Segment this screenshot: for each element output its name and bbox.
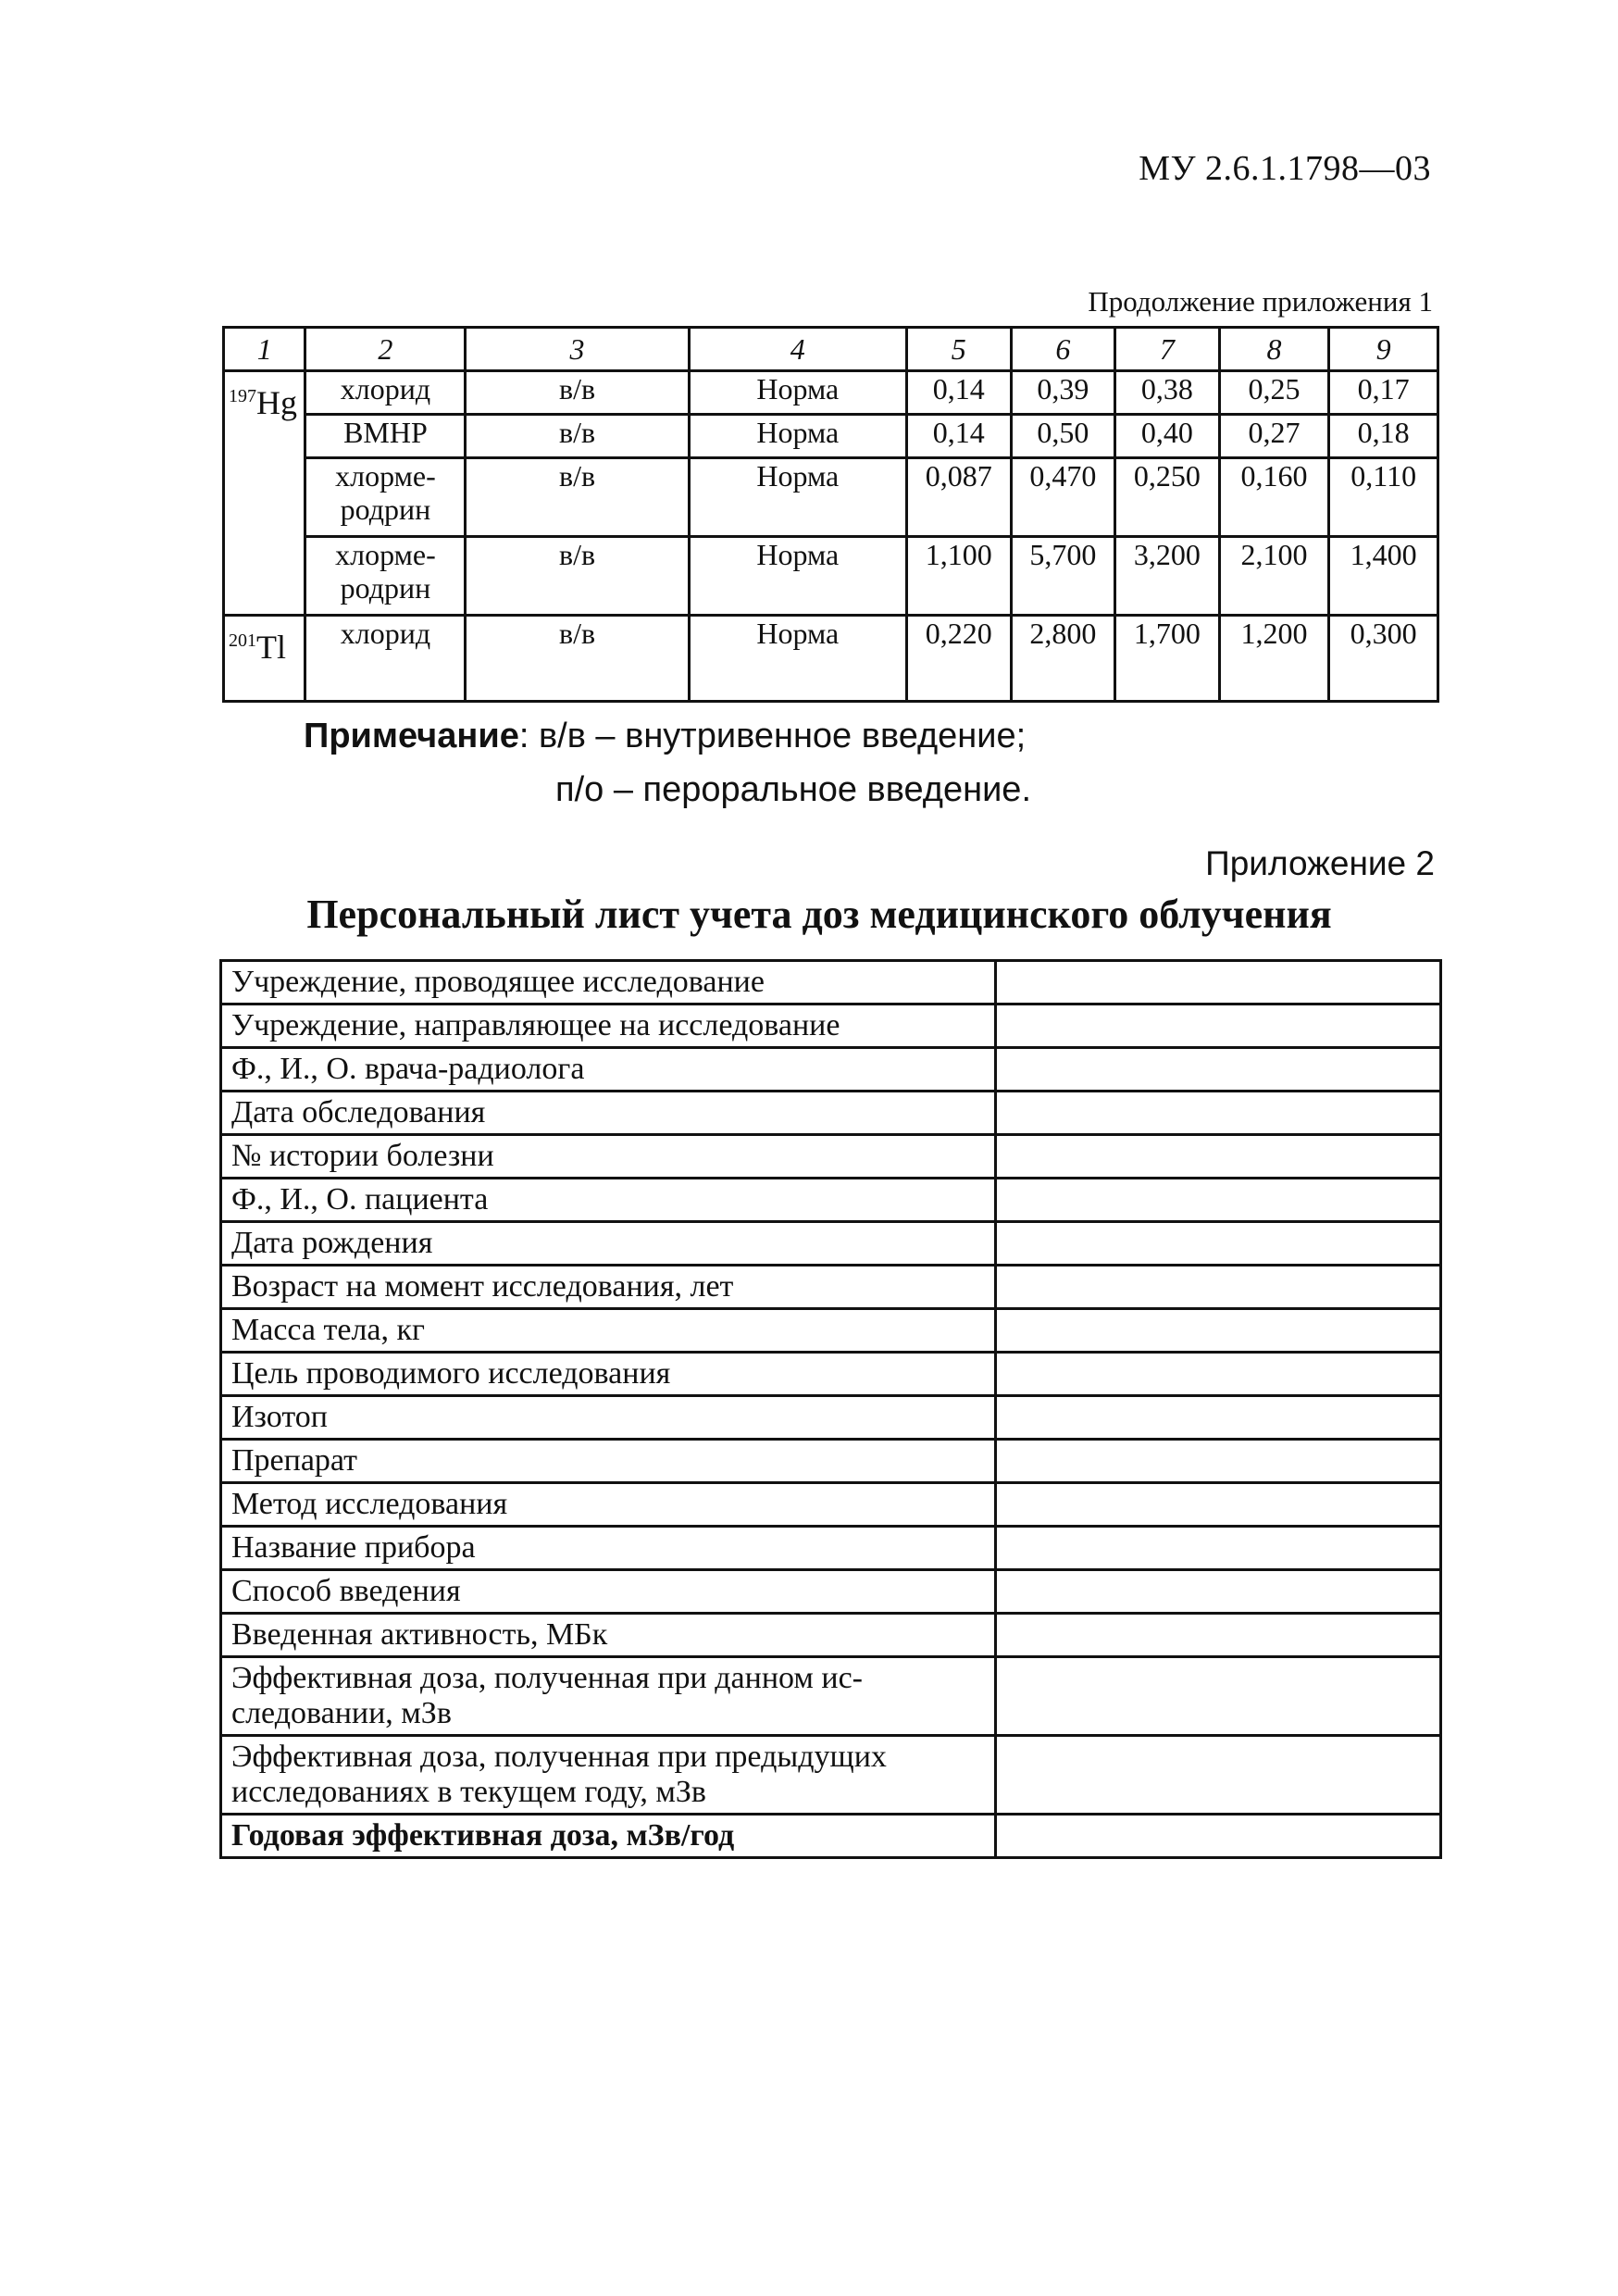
route-cell: в/в: [466, 371, 689, 415]
form-row: [221, 1135, 1441, 1179]
value-cell: 0,300: [1329, 616, 1438, 702]
form-field-input[interactable]: [996, 1736, 1441, 1815]
note-line: п/о – пероральное введение.: [555, 770, 1032, 809]
table-row: [224, 458, 1438, 537]
form-field-input[interactable]: [996, 1092, 1441, 1135]
compound-line: родрин: [340, 493, 431, 526]
form-row: [221, 1483, 1441, 1527]
form-row: [221, 961, 1441, 1004]
column-header: 6: [1011, 328, 1115, 371]
status-cell: Норма: [689, 537, 906, 616]
route-cell: в/в: [466, 415, 689, 458]
form-field-input[interactable]: [996, 1527, 1441, 1570]
value-cell: 0,110: [1329, 458, 1438, 537]
note-label: Примечание: [304, 717, 519, 755]
value-cell: 0,17: [1329, 371, 1438, 415]
table-row: [224, 537, 1438, 616]
value-cell: 1,400: [1329, 537, 1438, 616]
form-field-label: Препарат: [221, 1440, 996, 1483]
appendix-label: Приложение 2: [1205, 844, 1435, 882]
form-title: Персональный лист учета доз медицинского облучения: [306, 892, 1332, 937]
form-field-input[interactable]: [996, 1657, 1441, 1736]
value-cell: 0,160: [1219, 458, 1329, 537]
compound-cell: [305, 458, 466, 537]
form-row: [221, 1657, 1441, 1736]
form-field-label: Изотоп: [221, 1396, 996, 1440]
column-header: 9: [1329, 328, 1438, 371]
value-cell: 0,14: [906, 415, 1011, 458]
document-code: МУ 2.6.1.1798—03: [1139, 149, 1431, 188]
form-field-input[interactable]: [996, 1815, 1441, 1858]
form-row: [221, 1440, 1441, 1483]
form-field-label: Цель проводимого исследования: [221, 1353, 996, 1396]
value-cell: 0,40: [1115, 415, 1220, 458]
compound-cell: хлорид: [305, 616, 466, 702]
form-field-input[interactable]: [996, 1179, 1441, 1222]
isotope-dose-table: [222, 326, 1439, 703]
form-row: [221, 1048, 1441, 1092]
form-row: [221, 1614, 1441, 1657]
form-row: [221, 1309, 1441, 1353]
form-row: [221, 1266, 1441, 1309]
compound-line: хлорме-: [335, 459, 436, 493]
value-cell: 2,800: [1011, 616, 1115, 702]
route-cell: в/в: [466, 537, 689, 616]
column-header: 5: [906, 328, 1011, 371]
form-field-label: Масса тела, кг: [221, 1309, 996, 1353]
form-field-input[interactable]: [996, 1570, 1441, 1614]
compound-line: родрин: [340, 571, 431, 605]
form-row: [221, 1353, 1441, 1396]
form-field-input[interactable]: [996, 1309, 1441, 1353]
form-row: [221, 1179, 1441, 1222]
form-row: [221, 1570, 1441, 1614]
value-cell: 0,18: [1329, 415, 1438, 458]
value-cell: 0,27: [1219, 415, 1329, 458]
note-text: : в/в – внутривенное введение;: [518, 717, 1027, 755]
table-row: [224, 616, 1438, 702]
form-field-label: Годовая эффективная доза, мЗв/год: [221, 1815, 996, 1858]
form-field-label: Название прибора: [221, 1527, 996, 1570]
form-field-label: Дата рождения: [221, 1222, 996, 1266]
form-field-input[interactable]: [996, 1483, 1441, 1527]
form-field-input[interactable]: [996, 1048, 1441, 1092]
form-field-label: Дата обследования: [221, 1092, 996, 1135]
form-field-input[interactable]: [996, 1135, 1441, 1179]
form-field-input[interactable]: [996, 1614, 1441, 1657]
value-cell: 2,100: [1219, 537, 1329, 616]
form-row: [221, 1527, 1441, 1570]
form-field-input[interactable]: [996, 1396, 1441, 1440]
form-field-label: [221, 1657, 996, 1736]
column-header: 7: [1115, 328, 1220, 371]
status-cell: Норма: [689, 616, 906, 702]
value-cell: 0,14: [906, 371, 1011, 415]
form-field-label: [221, 1736, 996, 1815]
value-cell: 0,39: [1011, 371, 1115, 415]
column-header: 8: [1219, 328, 1329, 371]
value-cell: 0,087: [906, 458, 1011, 537]
form-field-label: № истории болезни: [221, 1135, 996, 1179]
table-row: [224, 415, 1438, 458]
form-field-label: Учреждение, направляющее на исследование: [221, 1004, 996, 1048]
form-row: [221, 1004, 1441, 1048]
continuation-caption: Продолжение приложения 1: [1088, 285, 1433, 318]
isotope-cell: [224, 616, 305, 702]
isotope-cell: [224, 371, 305, 616]
value-cell: 1,700: [1115, 616, 1220, 702]
isotope-symbol: Hg: [256, 384, 297, 421]
route-cell: в/в: [466, 458, 689, 537]
column-header: 1: [224, 328, 305, 371]
isotope-mass: 197: [229, 386, 256, 406]
column-header: 4: [689, 328, 906, 371]
form-row: [221, 1396, 1441, 1440]
column-header: 3: [466, 328, 689, 371]
value-cell: 0,470: [1011, 458, 1115, 537]
value-cell: 1,100: [906, 537, 1011, 616]
form-field-label-line: следовании, мЗв: [231, 1696, 452, 1730]
form-field-label-line: Эффективная доза, полученная при предыдущих: [231, 1740, 887, 1774]
value-cell: 0,220: [906, 616, 1011, 702]
form-field-label: Ф., И., О. врача-радиолога: [221, 1048, 996, 1092]
form-field-label: Учреждение, проводящее исследование: [221, 961, 996, 1004]
form-row: [221, 1736, 1441, 1815]
isotope-symbol: Tl: [256, 629, 286, 666]
form-field-label: Способ введения: [221, 1570, 996, 1614]
value-cell: 0,50: [1011, 415, 1115, 458]
route-cell: в/в: [466, 616, 689, 702]
form-field-input[interactable]: [996, 961, 1441, 1004]
dose-record-form: [219, 959, 1442, 1859]
form-field-label: Возраст на момент исследования, лет: [221, 1266, 996, 1309]
value-cell: 3,200: [1115, 537, 1220, 616]
form-field-input[interactable]: [996, 1222, 1441, 1266]
form-field-label: Ф., И., О. пациента: [221, 1179, 996, 1222]
note-line: [304, 709, 1031, 763]
value-cell: 0,38: [1115, 371, 1220, 415]
form-field-input[interactable]: [996, 1004, 1441, 1048]
form-field-input[interactable]: [996, 1266, 1441, 1309]
status-cell: Норма: [689, 458, 906, 537]
note: [304, 709, 1031, 817]
form-field-input[interactable]: [996, 1353, 1441, 1396]
form-row: [221, 1092, 1441, 1135]
status-cell: Норма: [689, 415, 906, 458]
table-row: [224, 371, 1438, 415]
form-field-label: Введенная активность, МБк: [221, 1614, 996, 1657]
form-row: [221, 1815, 1441, 1858]
form-field-input[interactable]: [996, 1440, 1441, 1483]
column-header: 2: [305, 328, 466, 371]
form-row: [221, 1222, 1441, 1266]
compound-cell: хлорид: [305, 371, 466, 415]
compound-cell: [305, 537, 466, 616]
table-header-row: [224, 328, 1438, 371]
status-cell: Норма: [689, 371, 906, 415]
value-cell: 1,200: [1219, 616, 1329, 702]
isotope-mass: 201: [229, 630, 256, 651]
value-cell: 5,700: [1011, 537, 1115, 616]
form-field-label-line: Эффективная доза, полученная при данном ис-: [231, 1661, 863, 1695]
form-field-label: Метод исследования: [221, 1483, 996, 1527]
compound-line: хлорме-: [335, 538, 436, 571]
compound-cell: ВМНР: [305, 415, 466, 458]
form-field-label-line: исследованиях в текущем году, мЗв: [231, 1775, 706, 1809]
value-cell: 0,250: [1115, 458, 1220, 537]
value-cell: 0,25: [1219, 371, 1329, 415]
